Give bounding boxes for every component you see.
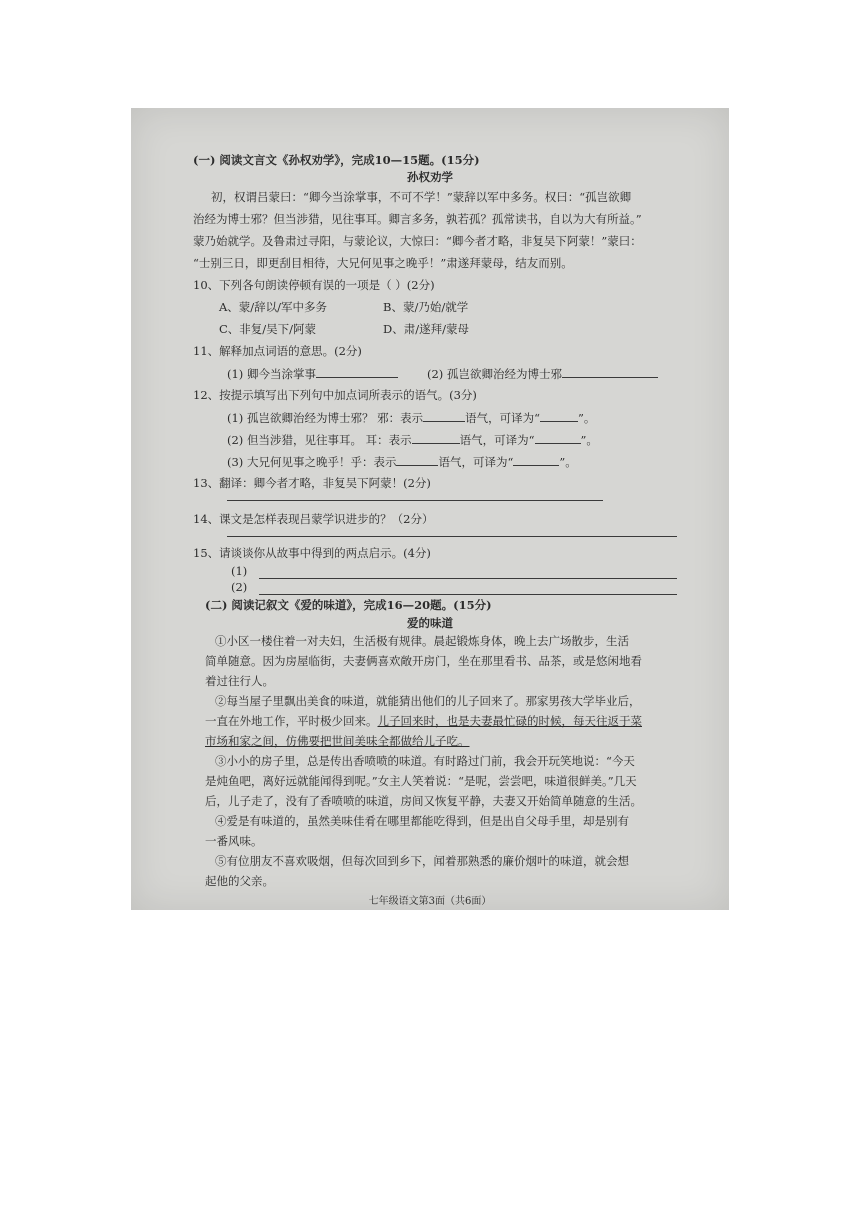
answer-line[interactable]	[227, 500, 603, 501]
passage-2-line: ④爱是有味道的，虽然美味佳肴在哪里都能吃得到，但是出自父母手里，却是别有	[215, 814, 629, 828]
passage-1-line: “士别三日，即更刮目相待，大兄何见事之晚乎！”肃遂拜蒙母，结友而别。	[193, 256, 573, 270]
answer-line[interactable]	[259, 578, 677, 579]
question-12-item-1	[227, 410, 595, 426]
passage-1-line: 蒙乃始就学。及鲁肃过寻阳，与蒙论议，大惊曰：“卿今者才略，非复吴下阿蒙！”蒙曰：	[193, 234, 642, 248]
passage-2-line: ②每当屋子里飘出美食的味道，就能猜出他们的儿子回来了。那家男孩大学毕业后，	[215, 694, 641, 708]
passage-2-line: 起他的父亲。	[205, 874, 274, 888]
question-11-part-1	[227, 366, 398, 382]
question-15-part-2-label: (2)	[231, 580, 248, 594]
underlined-sentence: 市场和家之间，仿佛要把世间美味全都做给儿子吃。	[205, 734, 470, 748]
answer-line[interactable]	[259, 594, 677, 595]
question-11-part-2-text: (2) 孤岂欲卿治经为博士邪	[427, 367, 562, 381]
question-12-stem: 12、按提示填写出下列句中加点词所表示的语气。(3分)	[193, 388, 477, 402]
answer-blank[interactable]	[513, 454, 559, 466]
passage-2-line: 着过往行人。	[205, 674, 274, 688]
question-15-stem: 15、请谈谈你从故事中得到的两点启示。(4分)	[193, 546, 431, 560]
question-12-item-2-text: (2) 但当涉猎，见往事耳。 耳：表示	[227, 433, 412, 447]
question-12-item-2	[227, 432, 598, 448]
question-12-item-1-text: (1) 孤岂欲卿治经为博士邪？ 邪：表示	[227, 411, 424, 425]
answer-line[interactable]	[227, 536, 677, 537]
page-footer: 七年级语文第3面（共6面）	[368, 896, 492, 907]
question-13-stem: 13、翻译：卿今者才略，非复吴下阿蒙！(2分)	[193, 476, 431, 490]
question-15-part-1-label: (1)	[231, 564, 248, 578]
question-12-mid-text: 语气，可译为“	[438, 455, 514, 469]
option-c: C、非复/吴下/阿蒙	[219, 322, 317, 336]
passage-1-line: 初，权谓吕蒙曰：“卿今当涂掌事，不可不学！”蒙辞以军中多务。权曰：“孤岂欲卿	[211, 190, 632, 204]
passage-2-line: 简单随意。因为房屋临街，夫妻俩喜欢敞开房门，坐在那里看书、品茶，或是悠闲地看	[205, 654, 642, 668]
section-2-title: 爱的味道	[407, 616, 453, 630]
question-12-end-text: ”。	[580, 433, 598, 447]
question-12-mid-text: 语气，可译为“	[465, 411, 540, 425]
question-12-end-text: ”。	[578, 411, 596, 425]
section-1-title: 孙权劝学	[407, 170, 453, 184]
passage-2-line: ⑤有位朋友不喜欢吸烟，但每次回到乡下，闻着那熟悉的廉价烟叶的味道，就会想	[215, 854, 629, 868]
passage-2-line: ①小区一楼住着一对夫妇，生活极有规律。晨起锻炼身体，晚上去广场散步，生活	[215, 634, 629, 648]
passage-2-line: 一番风味。	[205, 834, 263, 848]
option-a: A、蒙/辞以/军中多务	[219, 300, 328, 314]
answer-blank[interactable]	[562, 366, 658, 378]
passage-2-line-text: 一直在外地工作，平时极少回来。	[205, 714, 378, 728]
answer-blank[interactable]	[412, 432, 460, 444]
answer-blank[interactable]	[396, 454, 438, 466]
question-12-item-3-text: (3) 大兄何见事之晚乎！乎：表示	[227, 455, 397, 469]
question-12-item-3	[227, 454, 577, 470]
passage-2-line: 后，儿子走了，没有了香喷喷的味道，房间又恢复平静，夫妻又开始简单随意的生活。	[205, 794, 642, 808]
passage-2-line: 是炖鱼吧，离好远就能闻得到呢。”女主人笑着说：“是呢，尝尝吧，味道很鲜美。”几天	[205, 774, 637, 788]
answer-blank[interactable]	[316, 366, 398, 378]
question-12-mid-text: 语气，可译为“	[459, 433, 535, 447]
answer-blank[interactable]	[423, 410, 465, 422]
exam-page-photo	[131, 108, 729, 910]
answer-blank[interactable]	[540, 410, 578, 422]
question-11-stem: 11、解释加点词语的意思。(2分)	[193, 344, 362, 358]
question-14-stem: 14、课文是怎样表现吕蒙学识进步的？（2分）	[193, 512, 434, 526]
underlined-sentence: 儿子回来时，也是夫妻最忙碌的时候，每天往返于菜	[377, 714, 642, 728]
answer-blank[interactable]	[535, 432, 581, 444]
section-1-heading: (一) 阅读文言文《孙权劝学》，完成10—15题。(15分)	[193, 153, 480, 167]
option-d: D、肃/遂拜/蒙母	[383, 322, 469, 336]
option-b: B、蒙/乃始/就学	[383, 300, 469, 314]
passage-1-line: 治经为博士邪？但当涉猎，见往事耳。卿言多务，孰若孤？孤常读书，自以为大有所益。”	[193, 212, 642, 226]
question-10-stem: 10、下列各句朗读停顿有误的一项是（ ）(2分)	[193, 278, 435, 292]
passage-2-line	[205, 714, 642, 729]
passage-2-line: ③小小的房子里，总是传出香喷喷的味道。有时路过门前，我会开玩笑地说：“今天	[215, 754, 635, 768]
section-2-heading: (二) 阅读记叙文《爱的味道》，完成16—20题。(15分)	[205, 598, 492, 612]
question-11-part-1-text: (1) 卿今当涂掌事	[227, 367, 316, 381]
question-12-end-text: ”。	[559, 455, 577, 469]
question-11-part-2	[427, 366, 658, 382]
